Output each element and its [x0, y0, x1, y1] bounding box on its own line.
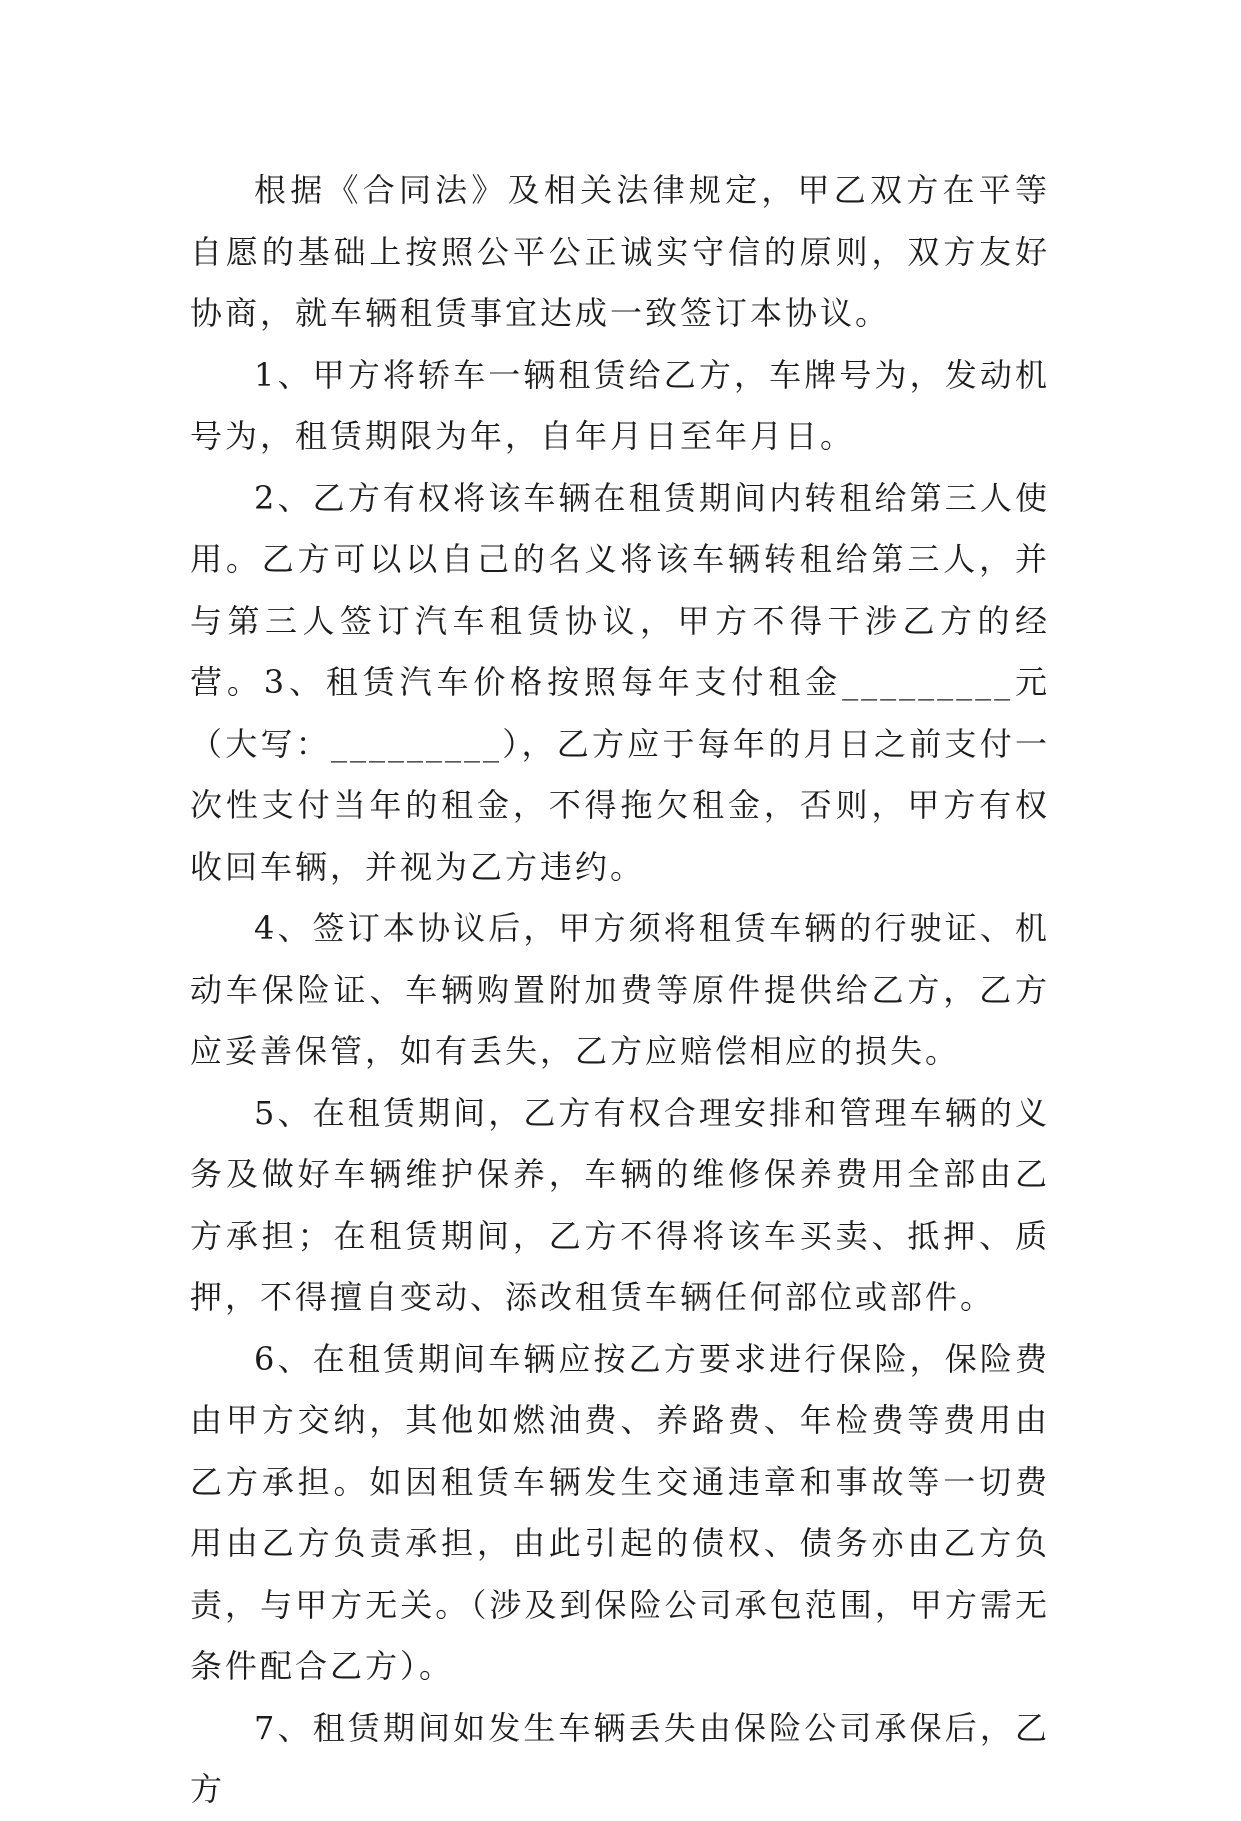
paragraph-clause-5: 5、在租赁期间，乙方有权合理安排和管理车辆的义务及做好车辆维护保养，车辆的维修保养费用全部由乙方承担；在租赁期间，乙方不得将该车买卖、抵押、质押，不得擅自变动、添改租赁车辆任何部位或部件。	[190, 1093, 1050, 1316]
paragraph-clause-2-3: 2、乙方有权将该车辆在租赁期间内转租给第三人使用。乙方可以以自己的名义将该车辆转租给第三人，并与第三人签订汽车租赁协议，甲方不得干涉乙方的经营。3、租赁汽车价格按照每年支付租金_________元（大写：_________），乙方应于每年的月日之前支付一次性支付当年的租金，不得拖欠租金，否则，甲方有权收回车辆，并视为乙方违约。	[190, 478, 1050, 886]
contract-body	[190, 160, 1050, 1821]
paragraph-intro: 根据《合同法》及相关法律规定，甲乙双方在平等自愿的基础上按照公平公正诚实守信的原则，双方友好协商，就车辆租赁事宜达成一致签订本协议。	[190, 171, 1050, 332]
paragraph-clause-6: 6、在租赁期间车辆应按乙方要求进行保险，保险费由甲方交纳，其他如燃油费、养路费、年检费等费用由乙方承担。如因租赁车辆发生交通违章和事故等一切费用由乙方负责承担，由此引起的债权、债务亦由乙方负责，与甲方无关。（涉及到保险公司承包范围，甲方需无条件配合乙方）。	[190, 1339, 1050, 1685]
paragraph-clause-1: 1、甲方将轿车一辆租赁给乙方，车牌号为，发动机号为，租赁期限为年，自年月日至年月日。	[190, 355, 1050, 455]
paragraph-clause-4: 4、签订本协议后，甲方须将租赁车辆的行驶证、机动车保险证、车辆购置附加费等原件提供给乙方，乙方应妥善保管，如有丢失，乙方应赔偿相应的损失。	[190, 909, 1050, 1070]
paragraph-clause-7: 7、租赁期间如发生车辆丢失由保险公司承保后，乙方	[190, 1708, 1050, 1808]
